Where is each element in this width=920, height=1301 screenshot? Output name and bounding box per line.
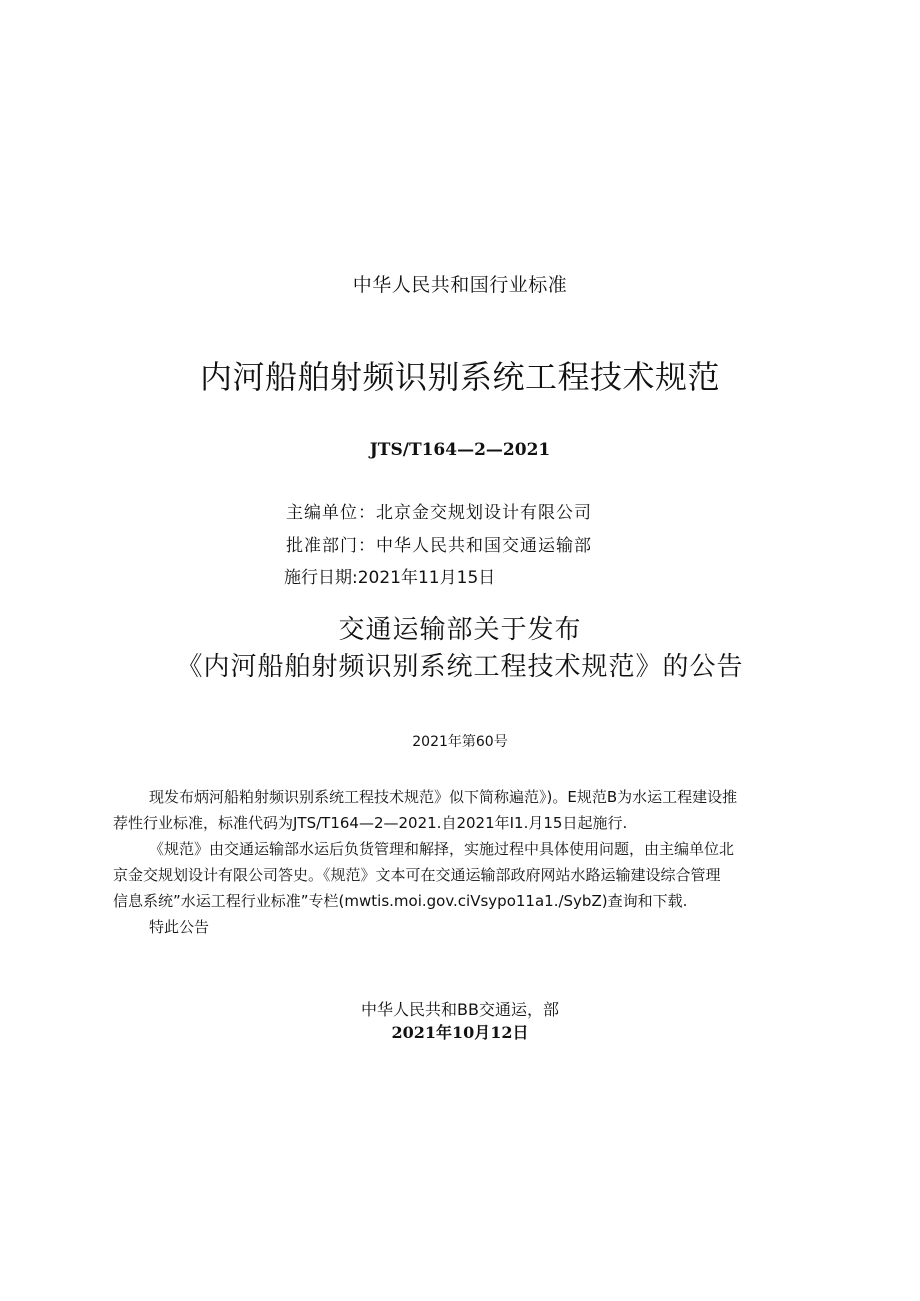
- chief-editor-unit: 主编单位：北京金交规划设计有限公司: [286, 503, 592, 523]
- paragraph-line: 《规范》由交通运输部水运后负货管理和解择，实施过程中具体使用问题，由主编单位北: [149, 840, 735, 858]
- notice-closing: [113, 914, 813, 940]
- paragraph-line: 京金交规划设计有限公司答史。《规范》文本可在交通运输部政府网站水路运输建设综合管理: [113, 866, 721, 884]
- notice-number: 2021年第60号: [412, 734, 508, 750]
- approving-department: 批准部门：中华人民共和国交通运输部: [286, 536, 592, 556]
- notice-title-line-2: 《内河船舶射频识别系统工程技术规范》的公告: [176, 652, 744, 682]
- paragraph-line: 荐性行业标准，标准代码为JTS/T164—2—2021.自2021年I1.月15日起施行.: [113, 814, 628, 832]
- notice-paragraph-2: [113, 836, 813, 914]
- paragraph-line: 信息系统”水运工程行业标准”专栏(mwtis.moi.gov.ciVsypo11a1./SybZ)查询和下载.: [113, 892, 688, 910]
- notice-paragraph-1: [113, 784, 813, 836]
- standard-category: 中华人民共和国行业标准: [352, 274, 568, 296]
- effective-date: 施行日期:2021年11月15日: [284, 568, 496, 588]
- paragraph-line: 现发布炳河船粕射频识别系统工程技术规范》似下简称遍范》)。E规范B为水运工程建设推: [149, 788, 738, 806]
- signature-date: 2021年10月12日: [391, 1023, 529, 1042]
- standard-code: JTS/T164—2—2021: [369, 440, 551, 460]
- paragraph-line: 特此公告: [149, 918, 210, 936]
- notice-title-line-1: 交通运输部关于发布: [338, 615, 582, 645]
- signature-organization: 中华人民共和BB交通运，部: [361, 1000, 559, 1019]
- document-title: 内河船舶射频识别系统工程技术规范: [199, 358, 720, 396]
